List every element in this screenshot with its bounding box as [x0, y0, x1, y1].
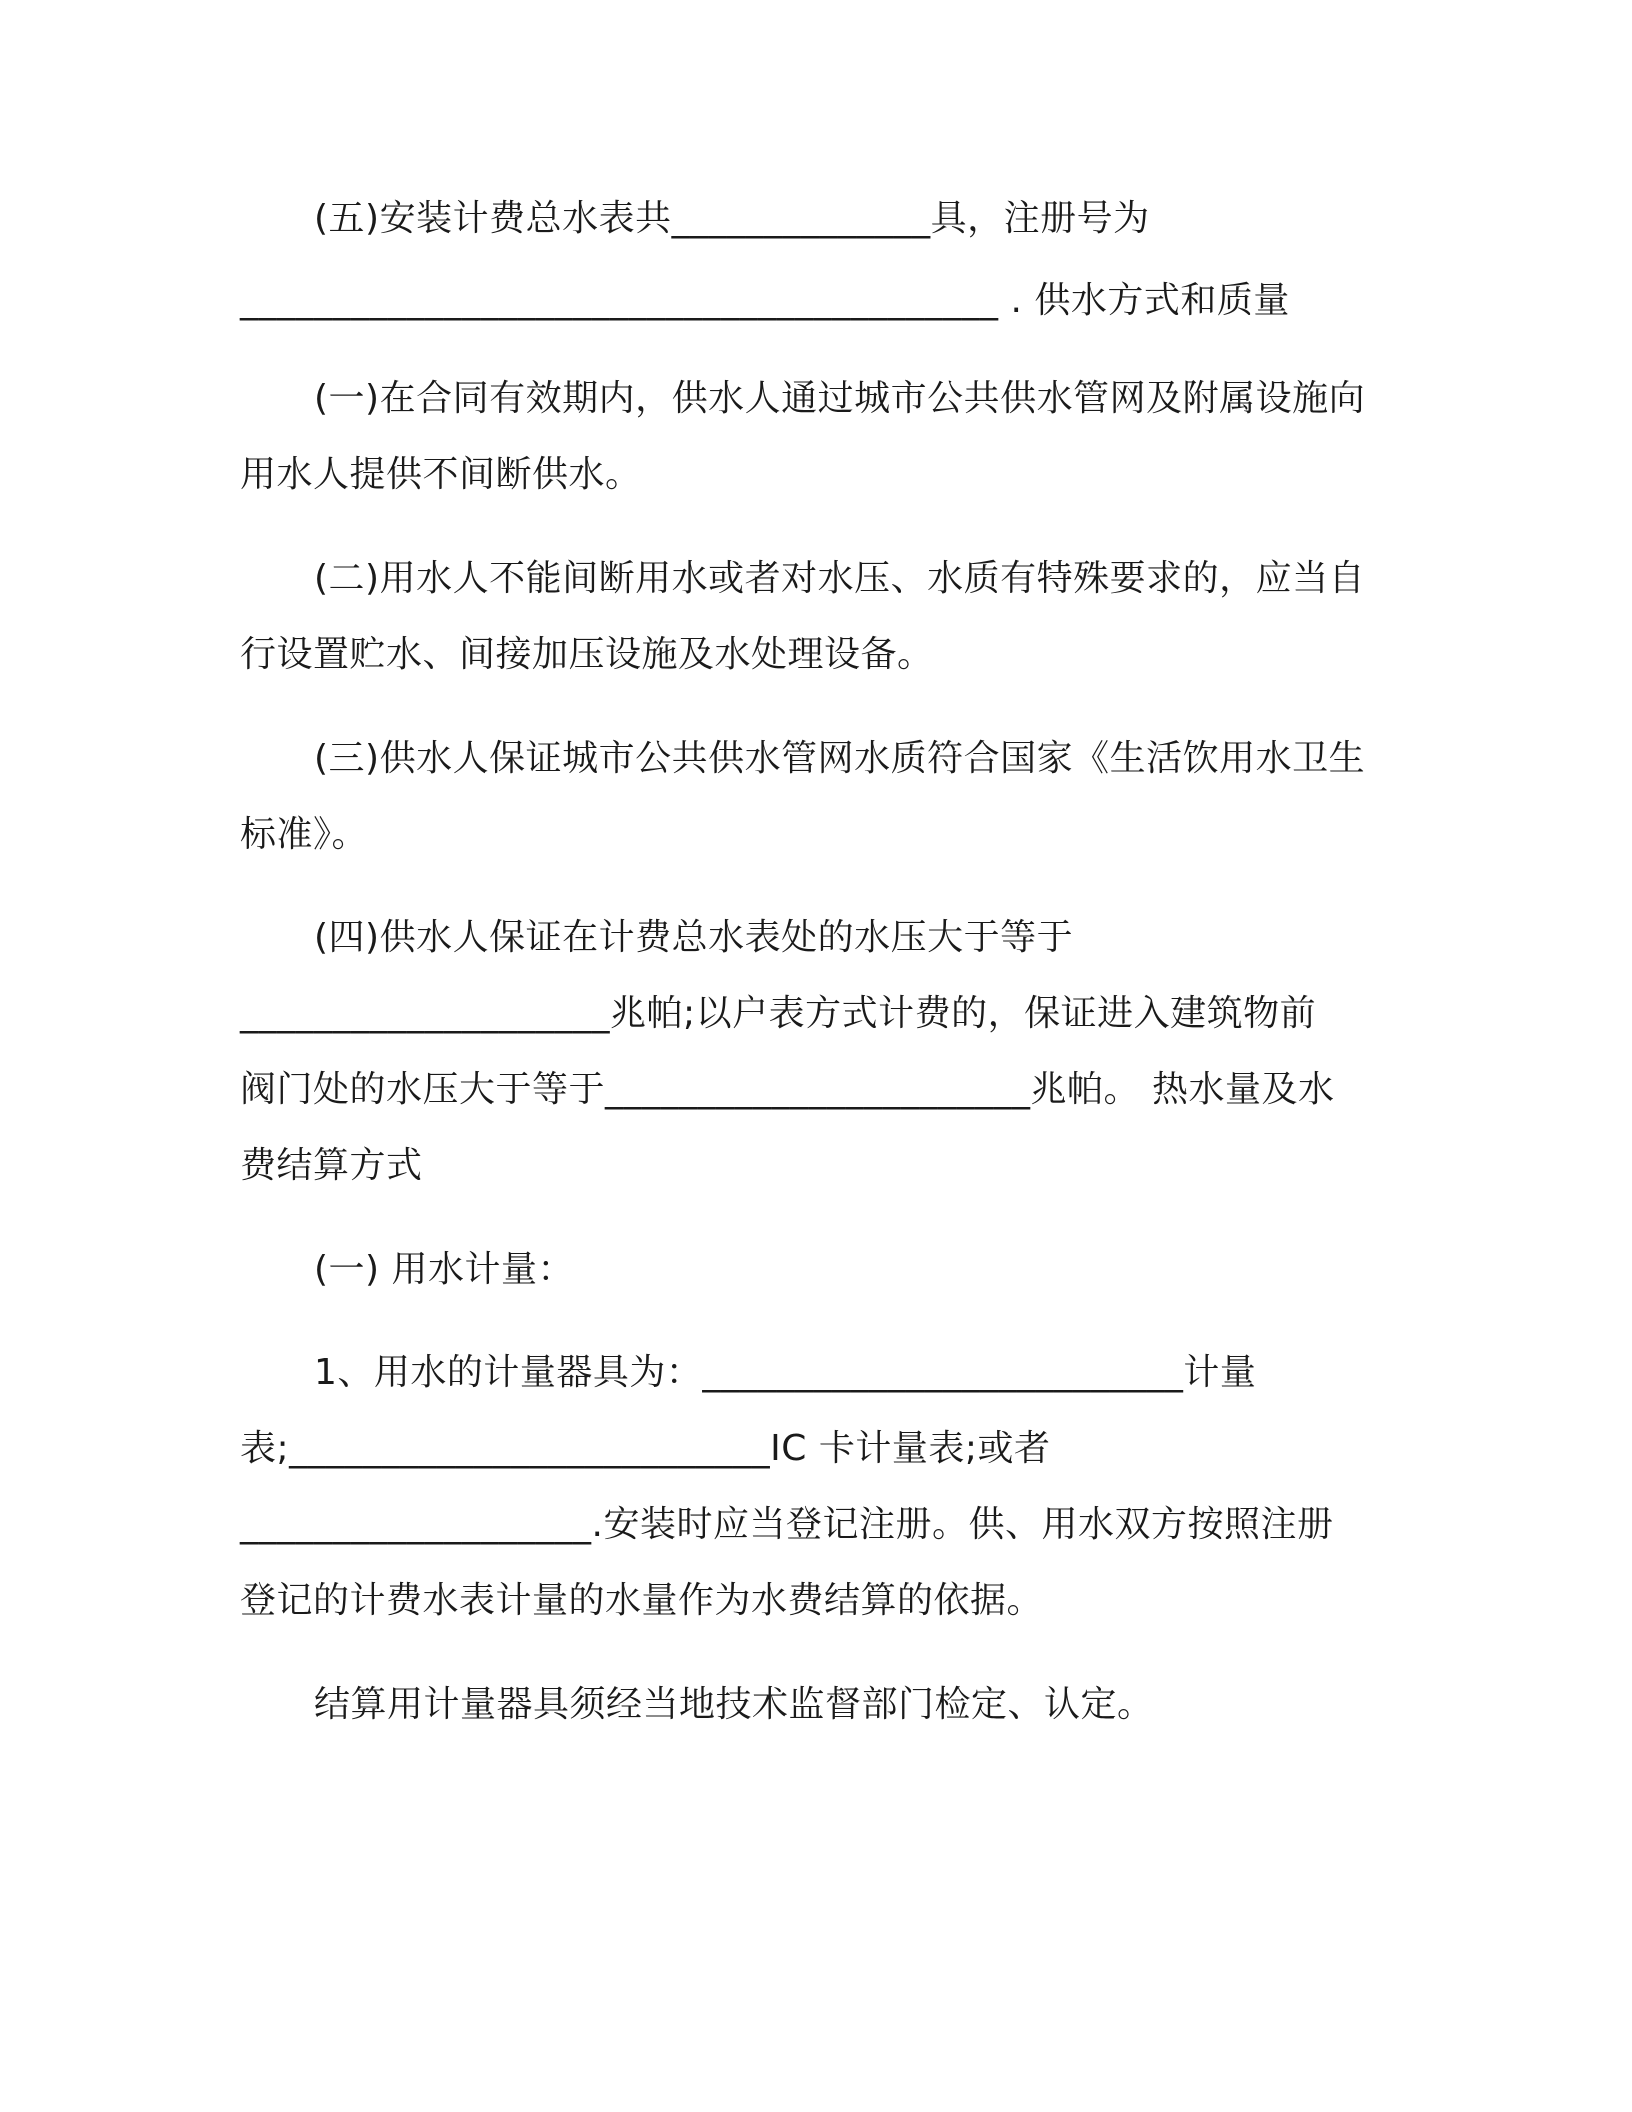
paragraph-line: 费结算方式 [240, 1145, 423, 1186]
paragraph-line: (一)在合同有效期内，供水人通过城市公共供水管网及附属设施向 [314, 378, 1366, 419]
paragraph-line: 用水人提供不间断供水。 [240, 454, 642, 495]
paragraph-line: 标准》。 [240, 814, 369, 855]
paragraph-line: 表;__________________________IC 卡计量表;或者 [240, 1428, 1051, 1469]
paragraph-line: _________________________________________ . 供水方式和质量 [240, 280, 1290, 321]
paragraph-line: ____________________兆帕;以户表方式计费的，保证进入建筑物前 [240, 993, 1317, 1034]
paragraph-line: (四)供水人保证在计费总水表处的水压大于等于 [314, 917, 1074, 958]
paragraph-line: 行设置贮水、间接加压设施及水处理设备。 [240, 634, 934, 675]
paragraph-line: (一) 用水计量： [314, 1249, 575, 1290]
paragraph-line: (五)安装计费总水表共______________具，注册号为 [314, 198, 1150, 239]
paragraph-line: ___________________.安装时应当登记注册。供、用水双方按照注册 [240, 1504, 1334, 1545]
paragraph-line: 阀门处的水压大于等于_______________________兆帕。 热水量及水 [240, 1069, 1335, 1110]
paragraph-line: 结算用计量器具须经当地技术监督部门检定、认定。 [314, 1684, 1154, 1725]
paragraph-line: 登记的计费水表计量的水量作为水费结算的依据。 [240, 1580, 1044, 1621]
paragraph-line: (二)用水人不能间断用水或者对水压、水质有特殊要求的，应当自 [314, 558, 1366, 599]
paragraph-line: 1、用水的计量器具为：__________________________计量 [314, 1352, 1257, 1393]
paragraph-line: (三)供水人保证城市公共供水管网水质符合国家《生活饮用水卫生 [314, 738, 1366, 779]
